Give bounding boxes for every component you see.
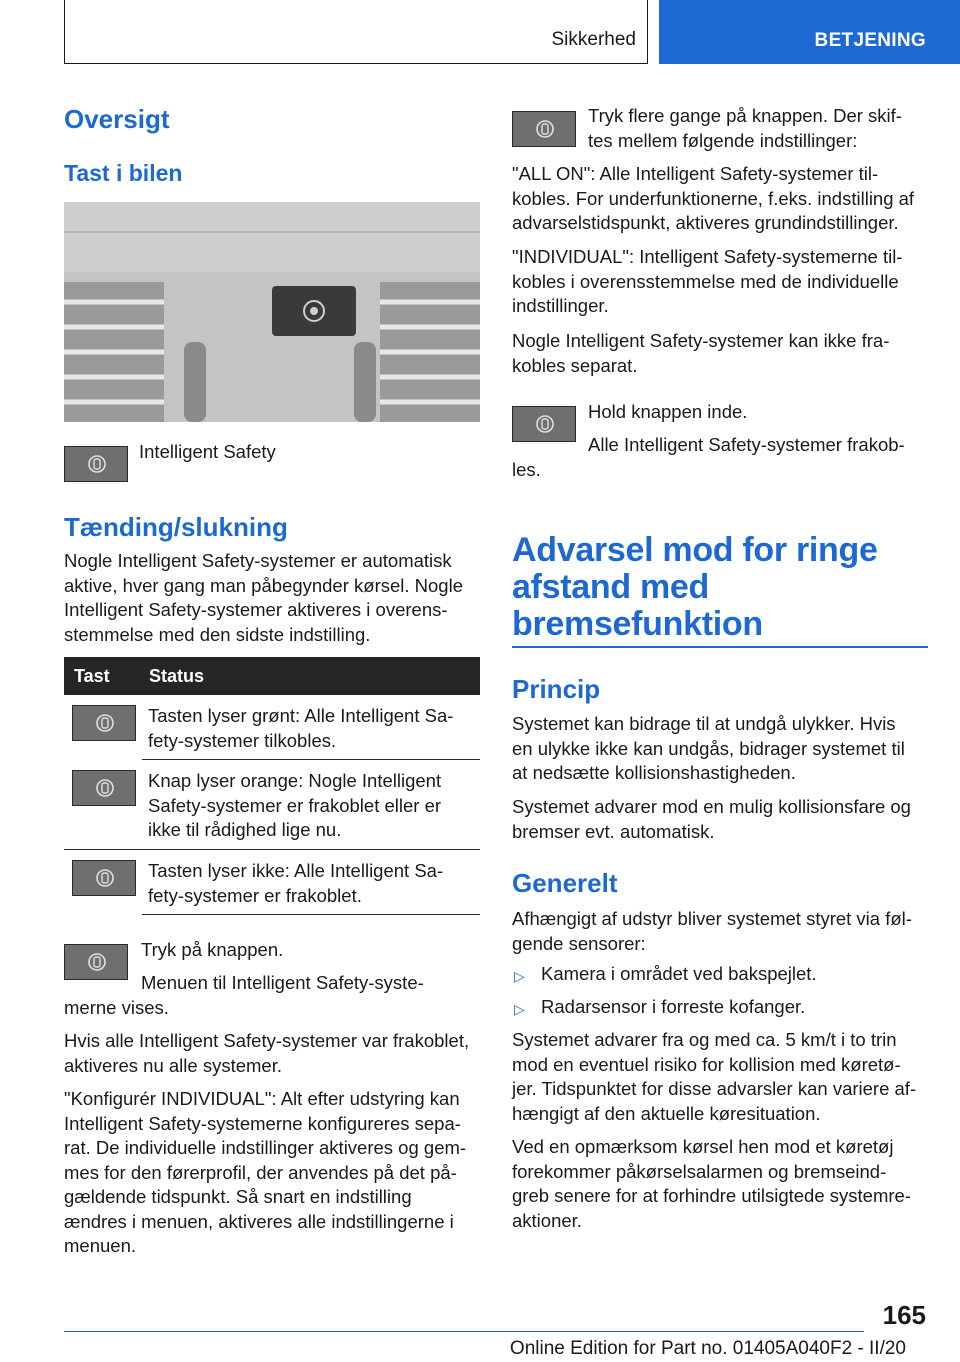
bullet-triangle-icon: ▷ [514,968,525,984]
page-number: 165 [882,1300,926,1330]
button-off-icon [72,860,136,896]
car-button-photo [64,202,480,422]
paragraph-nogle [512,329,932,378]
hold-button-icon [512,406,576,442]
press-step: Tryk på knappen. [141,939,284,960]
paragraph-all-off [64,1029,484,1078]
hold-result: Alle Intelligent Safety-systemer frakob- [588,434,905,455]
text-line: gende sensorer: [512,932,646,954]
text-line: bremser evt. automatisk. [512,820,715,842]
table-row [148,769,478,843]
row-divider [142,759,480,760]
text-line: kobles i overensstemmelse med de individuelle [512,270,899,292]
header-section: Sikkerhed [551,29,636,50]
paragraph-princip-1 [512,712,932,786]
footer-edition: Online Edition for Part no. 01405A040F2 - II/20 [509,1338,906,1359]
col-tast: Tast [74,666,110,686]
bullet-radar: Radarsensor i forreste kofanger. [541,996,806,1017]
text-line: Afhængigt af udstyr bliver systemet styret via føl- [512,908,912,929]
hold-step: Hold knappen inde. [588,401,748,422]
text-line: mes for den førerprofil, der anvendes på det på- [64,1161,457,1183]
paragraph-generelt-3 [512,1135,932,1233]
text-line: kobles separat. [512,354,638,376]
multi-press-button-icon [512,111,576,147]
button-orange-icon [72,770,136,806]
text-line: Knap lyser orange: Nogle Intelligent [148,770,442,791]
multi-press-step: Tryk flere gange på knappen. Der skif- [588,105,902,126]
heading-rule [512,646,928,648]
text-line: jer. Tidspunktet for disse advarsler kan variere af- [512,1078,917,1099]
press-result-cont: merne vises. [64,997,169,1018]
text-line: Nogle Intelligent Safety-systemer er automatisk [64,550,452,571]
paragraph-individual [512,245,932,319]
multi-press-step-cont: tes mellem følgende indstillinger: [588,130,858,151]
intelligent-safety-button-icon [64,446,128,482]
text-line: "Konfigurér INDIVIDUAL": Alt efter udstyring kan [64,1088,460,1109]
text-line: Hvis alle Intelligent Safety-systemer var frakoblet, [64,1030,470,1051]
intro-paragraph [64,549,480,647]
paragraph-configure [64,1087,484,1259]
text-line: kobles. For underfunktionerne, f.eks. indstilling af [512,187,915,209]
header-chapter: BETJENING [814,30,926,51]
text-line: Intelligent Safety-systemerne konfigureres sepa- [64,1112,461,1134]
text-line: ikke til rådighed lige nu. [148,819,342,840]
press-button-icon [64,944,128,980]
text-line: mod en eventuel risiko for kollision med køretø- [512,1053,901,1075]
text-line: Intelligent Safety-systemer aktiveres i overens- [64,599,448,620]
table-row [148,704,478,753]
text-line: advarselstidspunkt, aktiveres grundindstillinger. [512,212,899,233]
heading-line: Advarsel mod for ringe [512,531,878,569]
footer-rule [64,1331,864,1332]
bullet-camera: Kamera i området ved bakspejlet. [541,963,817,984]
heading-line: afstand med [512,568,709,606]
header-chapter-tab [659,0,960,64]
hold-result-cont: les. [512,459,541,480]
heading-oversigt: Oversigt [64,104,170,134]
press-result: Menuen til Intelligent Safety-syste- [141,972,424,993]
text-line: Systemet kan bidrage til at undgå ulykker. Hvis [512,713,896,734]
text-line: aktive, hver gang man påbegynder kørsel. Nogle [64,574,463,596]
text-line: fety-systemer er frakoblet. [148,884,362,906]
heading-generelt: Generelt [512,868,618,898]
paragraph-all-on [512,162,932,236]
table-header [64,657,480,695]
text-line: aktiveres nu alle systemer. [64,1054,282,1076]
heading-line: bremsefunktion [512,605,763,643]
text-line: stemmelse med den sidste indstilling. [64,623,371,645]
row-divider [64,849,480,850]
text-line: forekommer påkørselsalarmen og bremseind- [512,1160,887,1182]
text-line: Ved en opmærksom kørsel hen mod et køretøj [512,1136,894,1157]
text-line: Safety-systemer er frakoblet eller er [148,794,442,816]
text-line: Nogle Intelligent Safety-systemer kan ikke fra- [512,330,890,351]
text-line: Systemet advarer fra og med ca. 5 km/t i to trin [512,1029,897,1050]
table-row [148,859,478,908]
text-line: rat. De individuelle indstillinger aktiveres og gem- [64,1137,467,1158]
text-line: "ALL ON": Alle Intelligent Safety-systemer til- [512,163,879,184]
text-line: fety-systemer tilkobles. [148,729,337,751]
paragraph-generelt-1 [512,907,932,956]
text-line: at nedsætte kollisionshastigheden. [512,762,796,783]
main-heading [512,532,932,643]
text-line: hængigt af den aktuelle køresituation. [512,1102,821,1124]
button-green-icon [72,705,136,741]
text-line: Tasten lyser grønt: Alle Intelligent Sa- [148,705,454,726]
heading-taending-slukning: Tænding/slukning [64,512,288,542]
bullet-triangle-icon: ▷ [514,1001,525,1017]
heading-princip: Princip [512,674,601,704]
text-line: gældende tidspunkt. Så snart en indstilling [64,1186,412,1207]
text-line: en ulykke ikke kan undgås, bidrager systemet til [512,737,905,759]
text-line: "INDIVIDUAL": Intelligent Safety-systemerne til- [512,246,903,267]
text-line: ændres i menuen, aktiveres alle indstillingerne i [64,1210,454,1232]
text-line: aktioner. [512,1209,582,1231]
row-divider [142,914,480,915]
button-label: Intelligent Safety [139,441,276,462]
col-status: Status [149,666,205,686]
text-line: Systemet advarer mod en mulig kollisionsfare og [512,796,911,817]
paragraph-generelt-2 [512,1028,932,1126]
text-line: menuen. [64,1235,136,1256]
paragraph-princip-2 [512,795,932,844]
text-line: greb senere for at forhindre utilsigtede systemre- [512,1185,911,1206]
text-line: Tasten lyser ikke: Alle Intelligent Sa- [148,860,444,881]
text-line: indstillinger. [512,295,609,316]
heading-tast-i-bilen: Tast i bilen [64,160,183,186]
